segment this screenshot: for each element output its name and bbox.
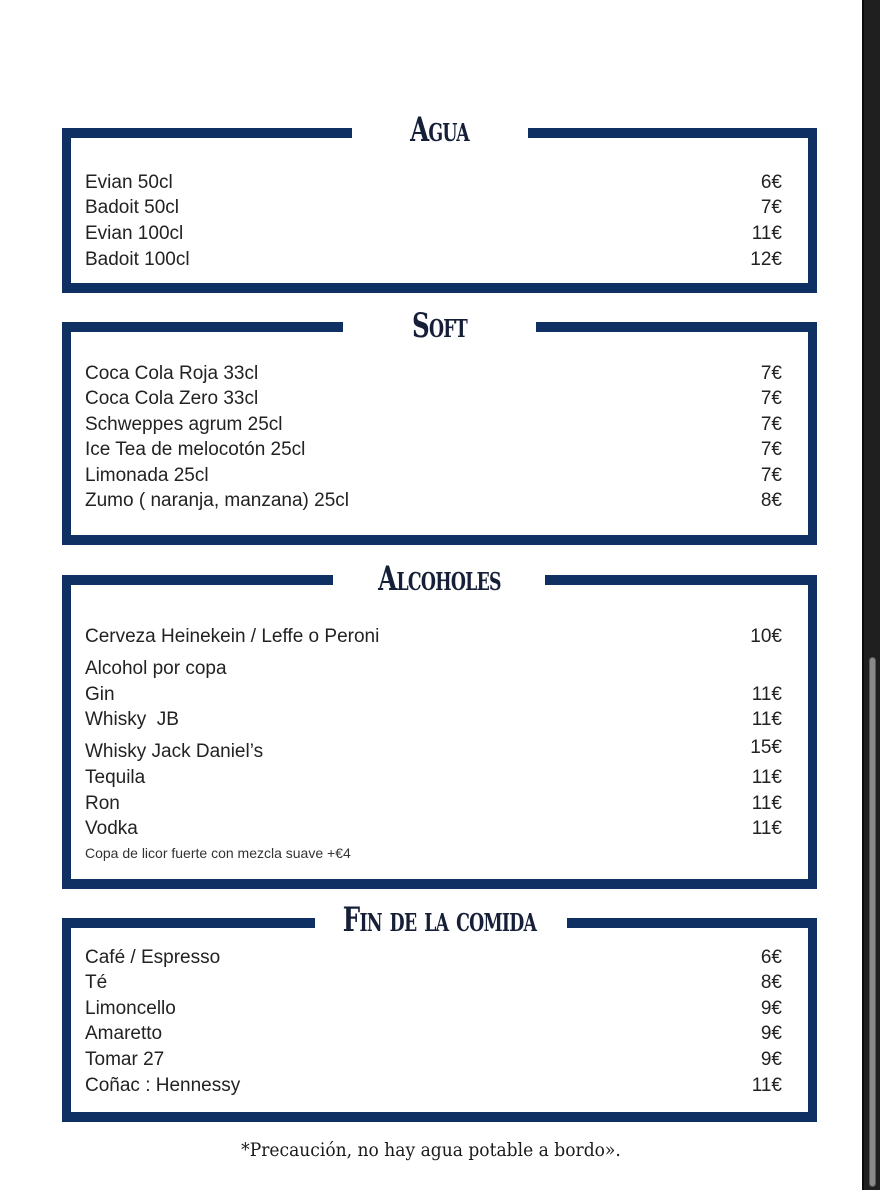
item-price: 11€ [751, 1075, 782, 1096]
item-price: 7€ [760, 197, 782, 218]
item-name: Tomar 27 [85, 1049, 165, 1070]
item-name: Tequila [85, 767, 146, 788]
menu-item [85, 248, 782, 272]
item-price: 7€ [760, 465, 782, 486]
item-price: 11€ [751, 793, 782, 814]
item-name: Evian 50cl [85, 172, 173, 193]
menu-item [85, 657, 782, 681]
menu-item [85, 413, 782, 437]
item-price: 10€ [750, 626, 782, 647]
menu-item [85, 222, 782, 246]
menu-item [85, 946, 782, 970]
menu-item [85, 997, 782, 1021]
item-name: Cerveza Heinekein / Leffe o Peroni [85, 626, 380, 647]
section-agua [62, 110, 817, 293]
item-price: 11€ [751, 684, 782, 705]
item-price: 11€ [751, 223, 782, 244]
menu-item [85, 362, 782, 386]
item-price: 9€ [760, 1049, 782, 1070]
menu-item [85, 792, 782, 816]
menu-item [85, 489, 782, 513]
item-price: 9€ [760, 1023, 782, 1044]
item-price: 11€ [751, 709, 782, 730]
item-price: 7€ [760, 414, 782, 435]
item-name: Evian 100cl [85, 223, 184, 244]
menu-item [85, 196, 782, 220]
item-name: Alcohol por copa [85, 658, 227, 679]
item-name: Schweppes agrum 25cl [85, 414, 283, 435]
menu-item [85, 1048, 782, 1072]
section-title: Alcoholes [378, 559, 501, 599]
section-soft [62, 306, 817, 545]
item-price: 7€ [760, 439, 782, 460]
section-title: Fin de la comida [342, 900, 537, 940]
section-title: Agua [410, 110, 469, 150]
item-name: Vodka [85, 818, 138, 839]
item-price: 8€ [760, 490, 782, 511]
menu-item [85, 708, 782, 732]
item-price: 7€ [760, 363, 782, 384]
scroll-track[interactable] [862, 0, 880, 1190]
menu-item [85, 1074, 782, 1098]
item-price: 11€ [751, 818, 782, 839]
menu-item [85, 171, 782, 195]
item-name: Coñac : Hennessy [85, 1075, 241, 1096]
item-name: Ron [85, 793, 120, 814]
item-name: Coca Cola Zero 33cl [85, 388, 259, 409]
item-name: Badoit 50cl [85, 197, 180, 218]
section-fin-de-la-comida [62, 900, 817, 1122]
item-name: Limoncello [85, 998, 176, 1019]
menu-item [85, 817, 782, 841]
item-name: Ice Tea de melocotón 25cl [85, 439, 306, 460]
menu-item [85, 766, 782, 790]
menu-item [85, 683, 782, 707]
scrollbar-thumb[interactable] [869, 657, 876, 1187]
item-name: Badoit 100cl [85, 249, 190, 270]
item-price: 11€ [751, 767, 782, 788]
item-price: 8€ [760, 972, 782, 993]
item-name: Café / Espresso [85, 947, 221, 968]
item-name: Amaretto [85, 1023, 163, 1044]
item-name: Limonada 25cl [85, 465, 209, 486]
item-name: Whisky JB [85, 709, 179, 730]
footer-warning: *Precaución, no hay agua potable a bordo». [241, 1139, 621, 1161]
menu-item [85, 387, 782, 411]
section-note: Copa de licor fuerte con mezcla suave +€4 [85, 845, 351, 861]
menu-item [85, 737, 782, 764]
item-name: Coca Cola Roja 33cl [85, 363, 259, 384]
item-price: 15€ [750, 737, 782, 758]
item-name: Whisky Jack Daniel’s [85, 741, 264, 762]
item-price: 6€ [760, 947, 782, 968]
menu-item [85, 1022, 782, 1046]
item-price: 7€ [760, 388, 782, 409]
item-name: Gin [85, 684, 115, 705]
menu-item [85, 438, 782, 462]
item-price: 9€ [760, 998, 782, 1019]
section-alcoholes [62, 559, 817, 889]
menu-item [85, 971, 782, 995]
item-name: Té [85, 972, 108, 993]
menu-item [85, 464, 782, 488]
section-title: Soft [412, 306, 467, 346]
menu-item [85, 625, 782, 649]
item-name: Zumo ( naranja, manzana) 25cl [85, 490, 350, 511]
item-price: 6€ [760, 172, 782, 193]
item-price: 12€ [750, 249, 782, 270]
section-frame [62, 575, 817, 889]
